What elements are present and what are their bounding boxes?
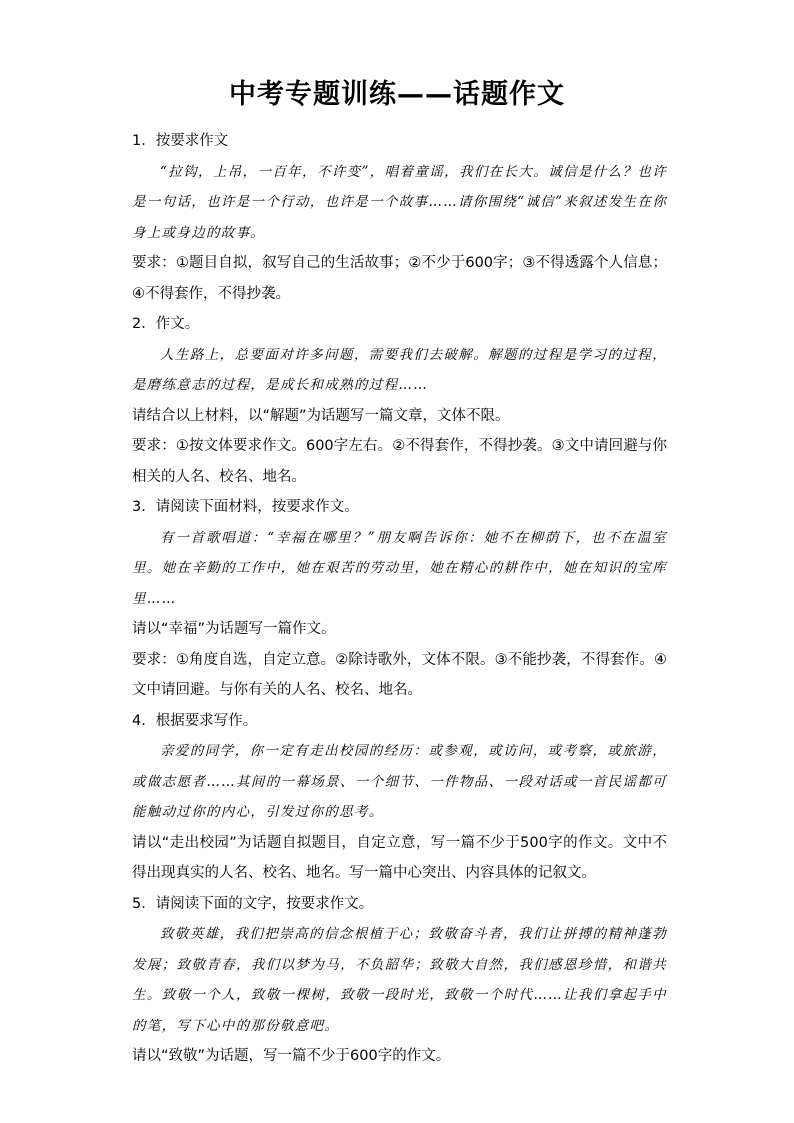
question-5-material: 致敬英雄，我们把崇高的信念根植于心；致敬奋斗者，我们让拼搏的精神蓬勃发展；致敬青春，我们以梦为马，不负韶华；致敬大自然，我们感恩珍惜，和谐共生。致敬一个人，致敬一棵树，致敬一段时光，致敬一个时代……让我们拿起手中的笔，写下心中的那份敬意吧。 [132,926,667,1034]
question-1-material: “拉钩，上吊，一百年，不许变”，唱着童谣，我们在长大。诚信是什么？也许是一句话，也许是一个行动，也许是一个故事……请你围绕“诚信”来叙述发生在你身上或身边的故事。 [132,163,667,241]
question-2-requirements: 要求：①按文体要求作文。600字左右。②不得套作，不得抄袭。③文中请回避与你相关的人名、校名、地名。 [132,438,667,485]
question-2-heading: 2．作文。 [132,316,200,332]
question-1-requirements: 要求：①题目自拟，叙写自己的生活故事；②不少于600字；③不得透露个人信息；④不得套作，不得抄袭。 [132,255,667,302]
question-3-material: 有一首歌唱道：“幸福在哪里？”朋友啊告诉你：她不在柳荫下，也不在温室里。她在辛勤的工作中，她在艰苦的劳动里，她在精心的耕作中，她在知识的宝库里…… [132,529,667,607]
question-3-prompt: 请以“幸福”为话题写一篇作文。 [132,621,336,637]
question-5-prompt: 请以“致敬”为话题，写一篇不少于600字的作文。 [132,1048,451,1064]
question-4-heading: 4．根据要求写作。 [132,712,258,729]
question-2-prompt: 请结合以上材料，以“解题”为话题写一篇文章，文体不限。 [132,407,510,424]
document-title: 中考专题训练——话题作文 [229,79,565,110]
question-5-heading: 5．请阅读下面的文字，按要求作文。 [132,895,374,912]
question-3-heading: 3．请阅读下面材料，按要求作文。 [132,499,359,515]
question-3-requirements: 要求：①角度自选，自定立意。②除诗歌外，文体不限。③不能抄袭，不得套作。④文中请回避。与你有关的人名、校名、地名。 [132,651,667,698]
question-2-material: 人生路上，总要面对许多问题，需要我们去破解。解题的过程是学习的过程，是磨练意志的过程，是成长和成熟的过程…… [132,346,667,393]
question-4-material: 亲爱的同学，你一定有走出校园的经历：或参观，或访问，或考察，或旅游，或做志愿者……其间的一幕场景、一个细节、一件物品、一段对话或一首民谣都可能触动过你的内心，引发过你的思考。 [132,743,667,820]
document-body [132,126,667,1072]
question-1-heading: 1．按要求作文 [132,133,229,149]
question-4-prompt: 请以“走出校园”为话题自拟题目，自定立意，写一篇不少于500字的作文。文中不得出现真实的人名、校名、地名。写一篇中心突出、内容具体的记叙文。 [132,834,667,881]
